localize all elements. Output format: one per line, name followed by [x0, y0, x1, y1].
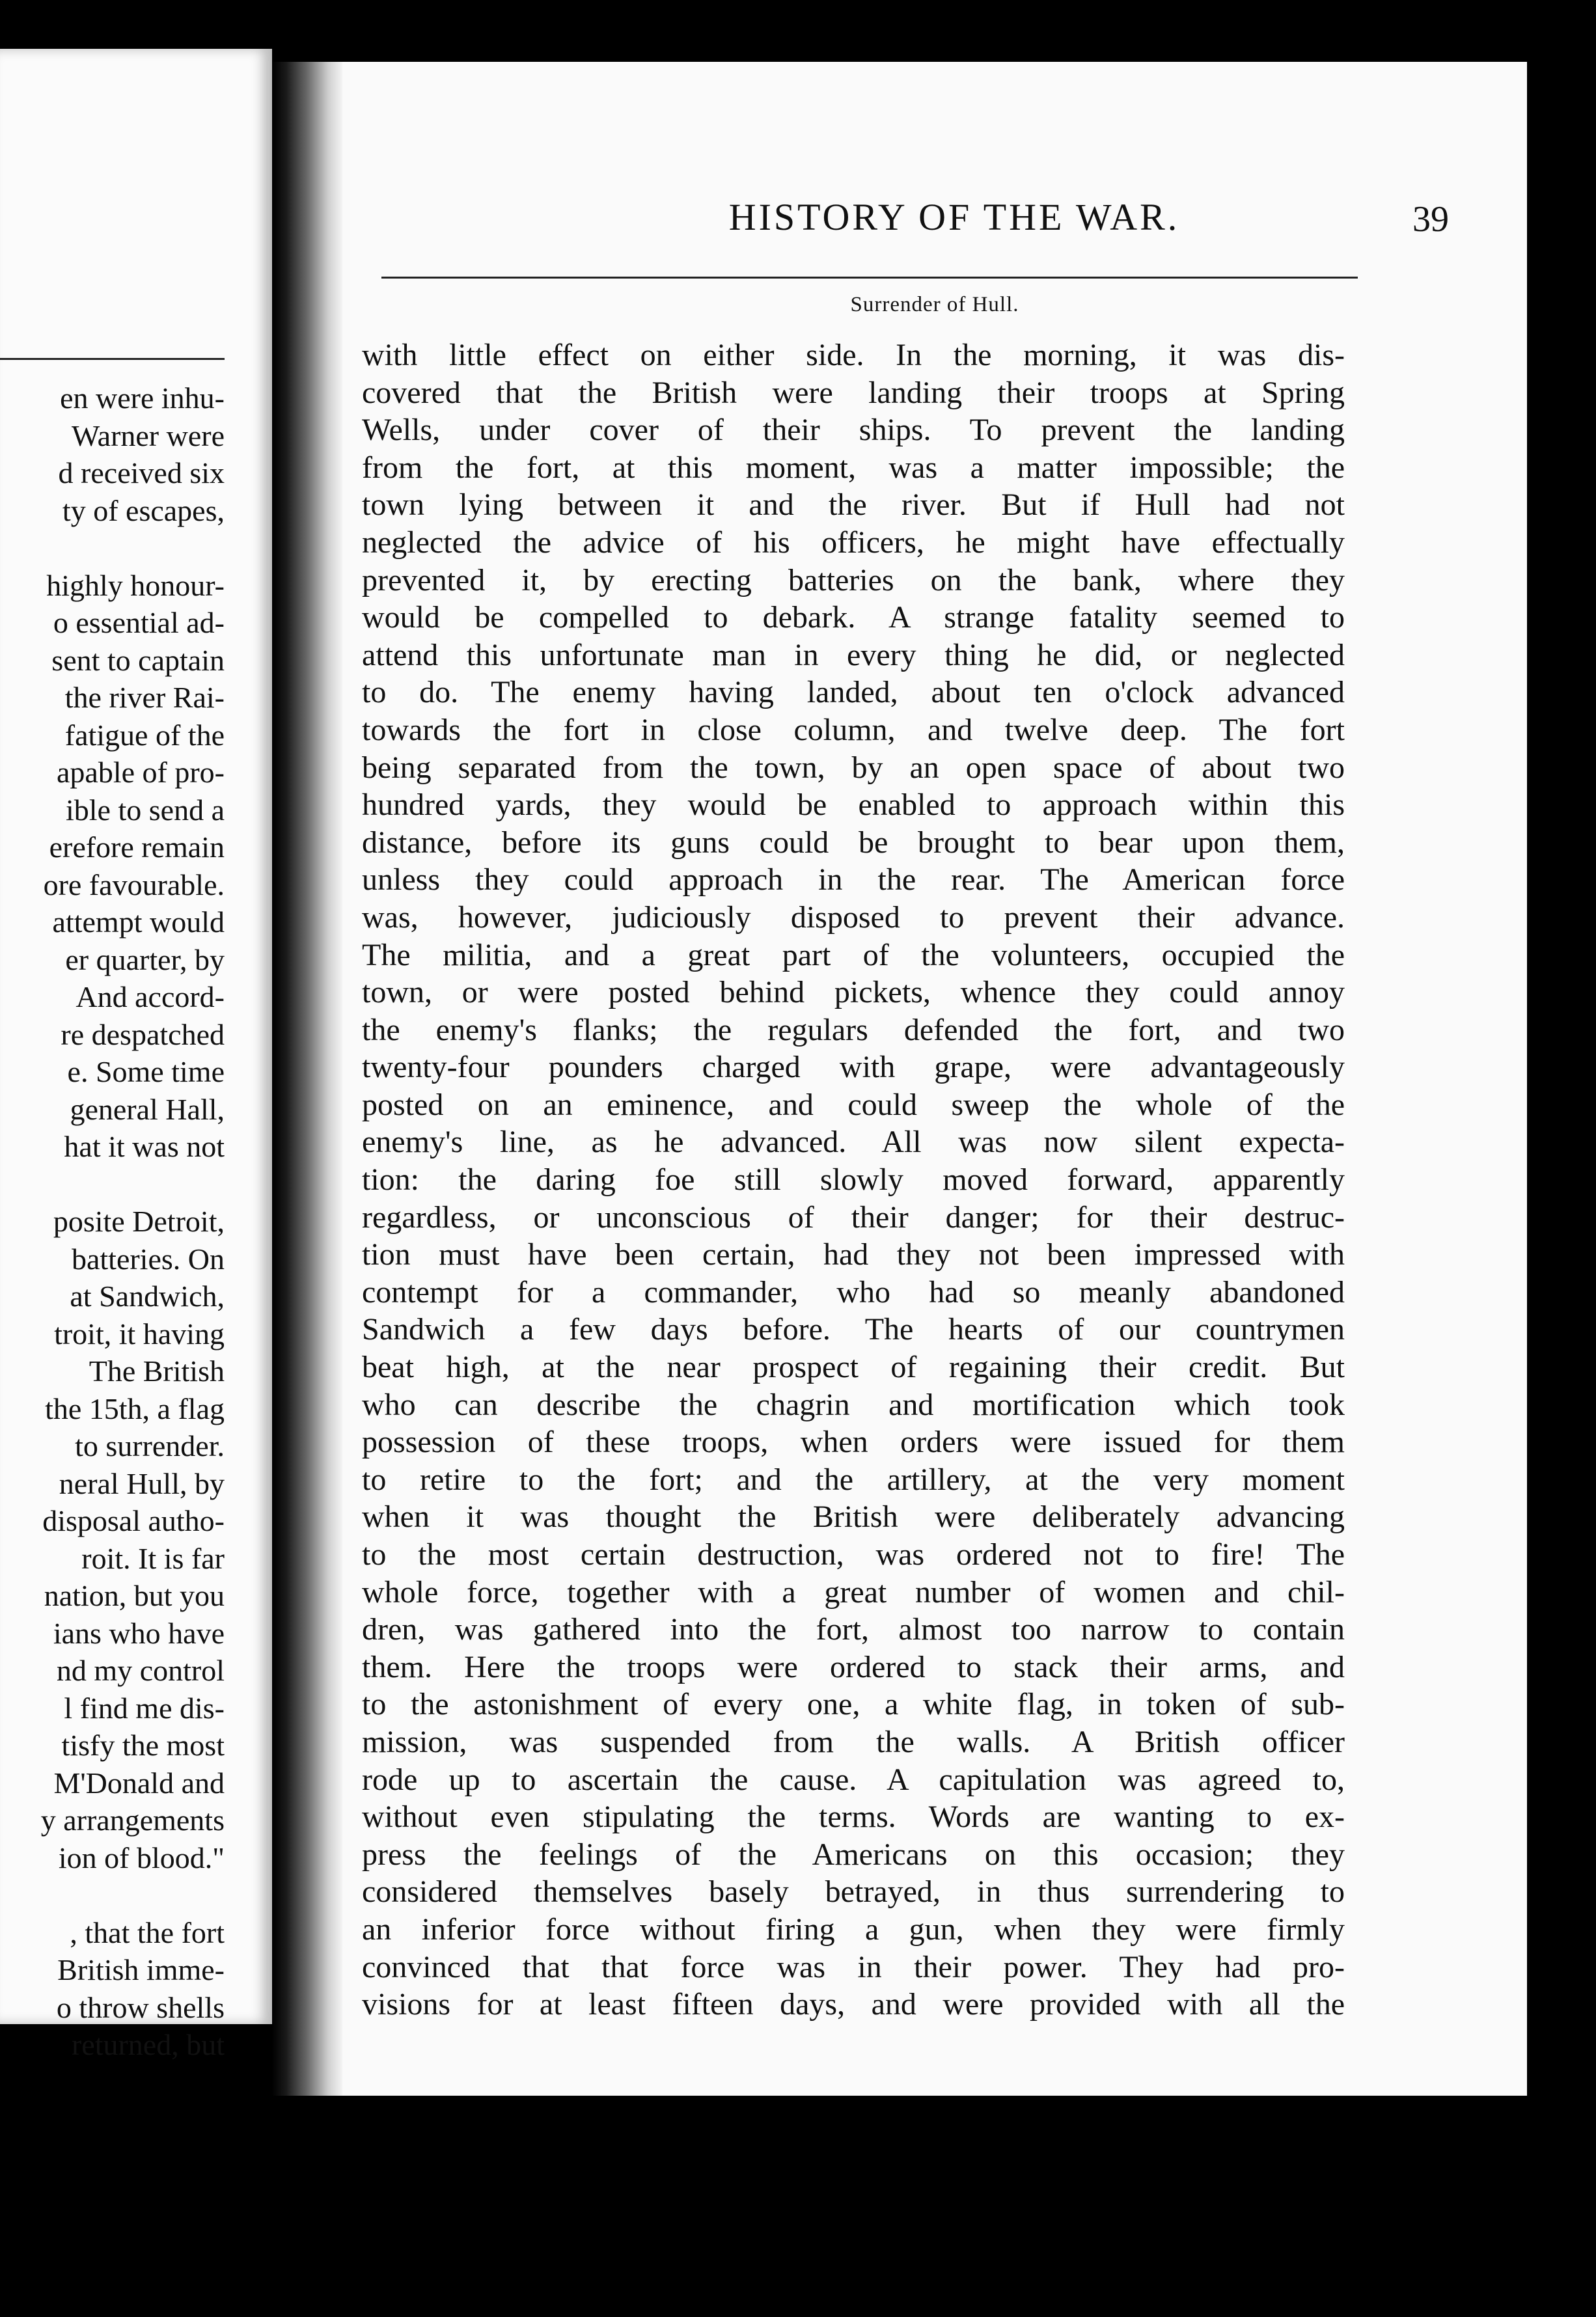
body-line: from the fort, at this moment, was a matter impossible; the	[362, 450, 1345, 485]
body-line: distance, before its guns could be brought to bear upon them,	[362, 825, 1345, 860]
left-page-line: batteries. On	[71, 1242, 225, 1276]
left-page-line: ore favourable.	[43, 868, 225, 901]
left-page-line: ible to send a	[66, 793, 225, 827]
body-line: to do. The enemy having landed, about ten o'clock advanced	[362, 675, 1345, 710]
left-page-line: d received six	[58, 456, 225, 489]
body-line: who can describe the chagrin and mortification which took	[362, 1387, 1345, 1422]
header-rule	[381, 277, 1358, 279]
left-page-line: apable of pro-	[57, 756, 225, 789]
left-page-line: sent to captain	[51, 643, 225, 677]
left-page-line: attempt would	[52, 905, 225, 939]
left-page-line: re despatched	[61, 1017, 225, 1051]
body-line: to the most certain destruction, was ordered not to fire! The	[362, 1537, 1345, 1572]
body-line: mission, was suspended from the walls. A British officer	[362, 1724, 1345, 1759]
left-page-line: posite Detroit,	[53, 1205, 225, 1238]
body-line: with little effect on either side. In the morning, it was dis-	[362, 338, 1345, 372]
body-line: neglected the advice of his officers, he might have effectually	[362, 525, 1345, 560]
body-line: towards the fort in close column, and twelve deep. The fort	[362, 712, 1345, 747]
left-page-line: ion of blood."	[58, 1841, 225, 1874]
body-line: an inferior force without firing a gun, when they were firmly	[362, 1912, 1345, 1947]
body-line: contempt for a commander, who had so meanly abandoned	[362, 1274, 1345, 1309]
left-page-line: e. Some time	[67, 1055, 225, 1088]
left-page-line: neral Hull, by	[59, 1466, 225, 1500]
body-line: them. Here the troops were ordered to stack their arms, and	[362, 1649, 1345, 1684]
left-page-line: er quarter, by	[65, 942, 225, 976]
body-line: tion: the daring foe still slowly moved forward, apparently	[362, 1162, 1345, 1198]
left-page	[0, 49, 272, 2061]
body-line: possession of these troops, when orders were issued for them	[362, 1425, 1345, 1460]
body-line: twenty-four pounders charged with grape, were advantageously	[362, 1050, 1345, 1085]
body-line: regardless, or unconscious of their danger; for their destruc-	[362, 1200, 1345, 1235]
body-line: considered themselves basely betrayed, in thus surrendering to	[362, 1874, 1345, 1910]
running-head-title: HISTORY OF THE WAR.	[728, 196, 1180, 238]
body-line: was, however, judiciously disposed to prevent their advance.	[362, 899, 1345, 935]
section-heading: Surrender of Hull.	[850, 293, 1019, 316]
body-line: to retire to the fort; and the artillery, at the very moment	[362, 1462, 1345, 1497]
left-page-line: en were inhu-	[60, 381, 225, 415]
body-line: town, or were posted behind pickets, whence they could annoy	[362, 975, 1345, 1010]
body-line: attend this unfortunate man in every thing he did, or neglected	[362, 637, 1345, 672]
left-page-line: British imme-	[57, 1953, 225, 1986]
left-page-line: tisfy the most	[61, 1729, 225, 1762]
left-page-line: o essential ad-	[53, 606, 225, 639]
left-page-line: l find me dis-	[64, 1691, 225, 1725]
left-page-line: the river Rai-	[64, 681, 225, 714]
left-page-line: The British	[89, 1354, 225, 1388]
body-line: beat high, at the near prospect of regaining their credit. But	[362, 1350, 1345, 1385]
left-page-line: ty of escapes,	[62, 493, 225, 527]
left-page-line: And accord-	[76, 980, 225, 1013]
body-line: being separated from the town, by an open space of about two	[362, 750, 1345, 785]
body-line: town lying between it and the river. But if Hull had not	[362, 487, 1345, 523]
left-page-line: highly honour-	[46, 568, 225, 602]
left-page-line: to surrender.	[75, 1429, 225, 1462]
body-line: covered that the British were landing their troops at Spring	[362, 375, 1345, 410]
body-line: when it was thought the British were deliberately advancing	[362, 1500, 1345, 1535]
left-page-line: erefore remain	[49, 830, 225, 864]
body-line: unless they could approach in the rear. The American force	[362, 862, 1345, 898]
body-line: press the feelings of the Americans on this occasion; they	[362, 1837, 1345, 1872]
body-line: rode up to ascertain the cause. A capitulation was agreed to,	[362, 1762, 1345, 1797]
left-page-line: general Hall,	[70, 1092, 225, 1126]
left-page-line: Warner were	[71, 418, 225, 452]
body-text	[362, 336, 1345, 2023]
body-line: tion must have been certain, had they not been impressed with	[362, 1237, 1345, 1272]
book-gutter	[272, 62, 342, 2096]
running-head	[629, 195, 1449, 247]
left-page-line: returned, but	[71, 2028, 225, 2061]
left-page-line: fatigue of the	[64, 718, 225, 752]
left-page-text	[0, 379, 225, 2064]
body-line: visions for at least fifteen days, and were provided with all the	[362, 1987, 1345, 2022]
left-page-line	[0, 1876, 225, 1914]
body-line: whole force, together with a great number of women and chil-	[362, 1574, 1345, 1610]
left-page-line: hat it was not	[64, 1130, 225, 1163]
left-page-line: at Sandwich,	[70, 1280, 225, 1313]
body-line: prevented it, by erecting batteries on the bank, where they	[362, 562, 1345, 597]
left-page-line: nd my control	[56, 1654, 225, 1687]
body-line: Wells, under cover of their ships. To prevent the landing	[362, 413, 1345, 448]
body-line: convinced that that force was in their power. They had pro-	[362, 1949, 1345, 1984]
body-line: Sandwich a few days before. The hearts of our countrymen	[362, 1312, 1345, 1347]
body-line: dren, was gathered into the fort, almost too narrow to contain	[362, 1612, 1345, 1647]
left-page-line: the 15th, a flag	[45, 1392, 225, 1425]
left-page-line: M'Donald and	[53, 1766, 225, 1800]
left-page-line	[0, 529, 225, 567]
right-page	[342, 62, 1527, 2096]
body-line: enemy's line, as he advanced. All was now silent expecta-	[362, 1125, 1345, 1160]
left-page-line: roit. It is far	[81, 1541, 225, 1575]
left-page-rule	[0, 358, 225, 360]
left-page-line: troit, it having	[54, 1317, 225, 1350]
left-page-line: , that the fort	[70, 1915, 225, 1949]
left-page-line: o throw shells	[56, 1990, 225, 2024]
body-line: posted on an eminence, and could sweep the whole of the	[362, 1087, 1345, 1122]
body-line: would be compelled to debark. A strange fatality seemed to	[362, 600, 1345, 635]
body-line: hundred yards, they would be enabled to approach within this	[362, 788, 1345, 823]
body-line: the enemy's flanks; the regulars defended the fort, and two	[362, 1012, 1345, 1047]
left-page-line: disposal autho-	[42, 1504, 225, 1537]
left-page-line: ians who have	[53, 1616, 225, 1650]
body-line: The militia, and a great part of the volunteers, occupied the	[362, 937, 1345, 972]
left-page-line: nation, but you	[44, 1579, 225, 1612]
left-page-line: y arrangements	[40, 1803, 225, 1837]
page-number: 39	[1412, 199, 1449, 240]
body-line: to the astonishment of every one, a white flag, in token of sub-	[362, 1687, 1345, 1722]
left-page-line	[0, 1166, 225, 1203]
body-line: without even stipulating the terms. Words are wanting to ex-	[362, 1800, 1345, 1835]
